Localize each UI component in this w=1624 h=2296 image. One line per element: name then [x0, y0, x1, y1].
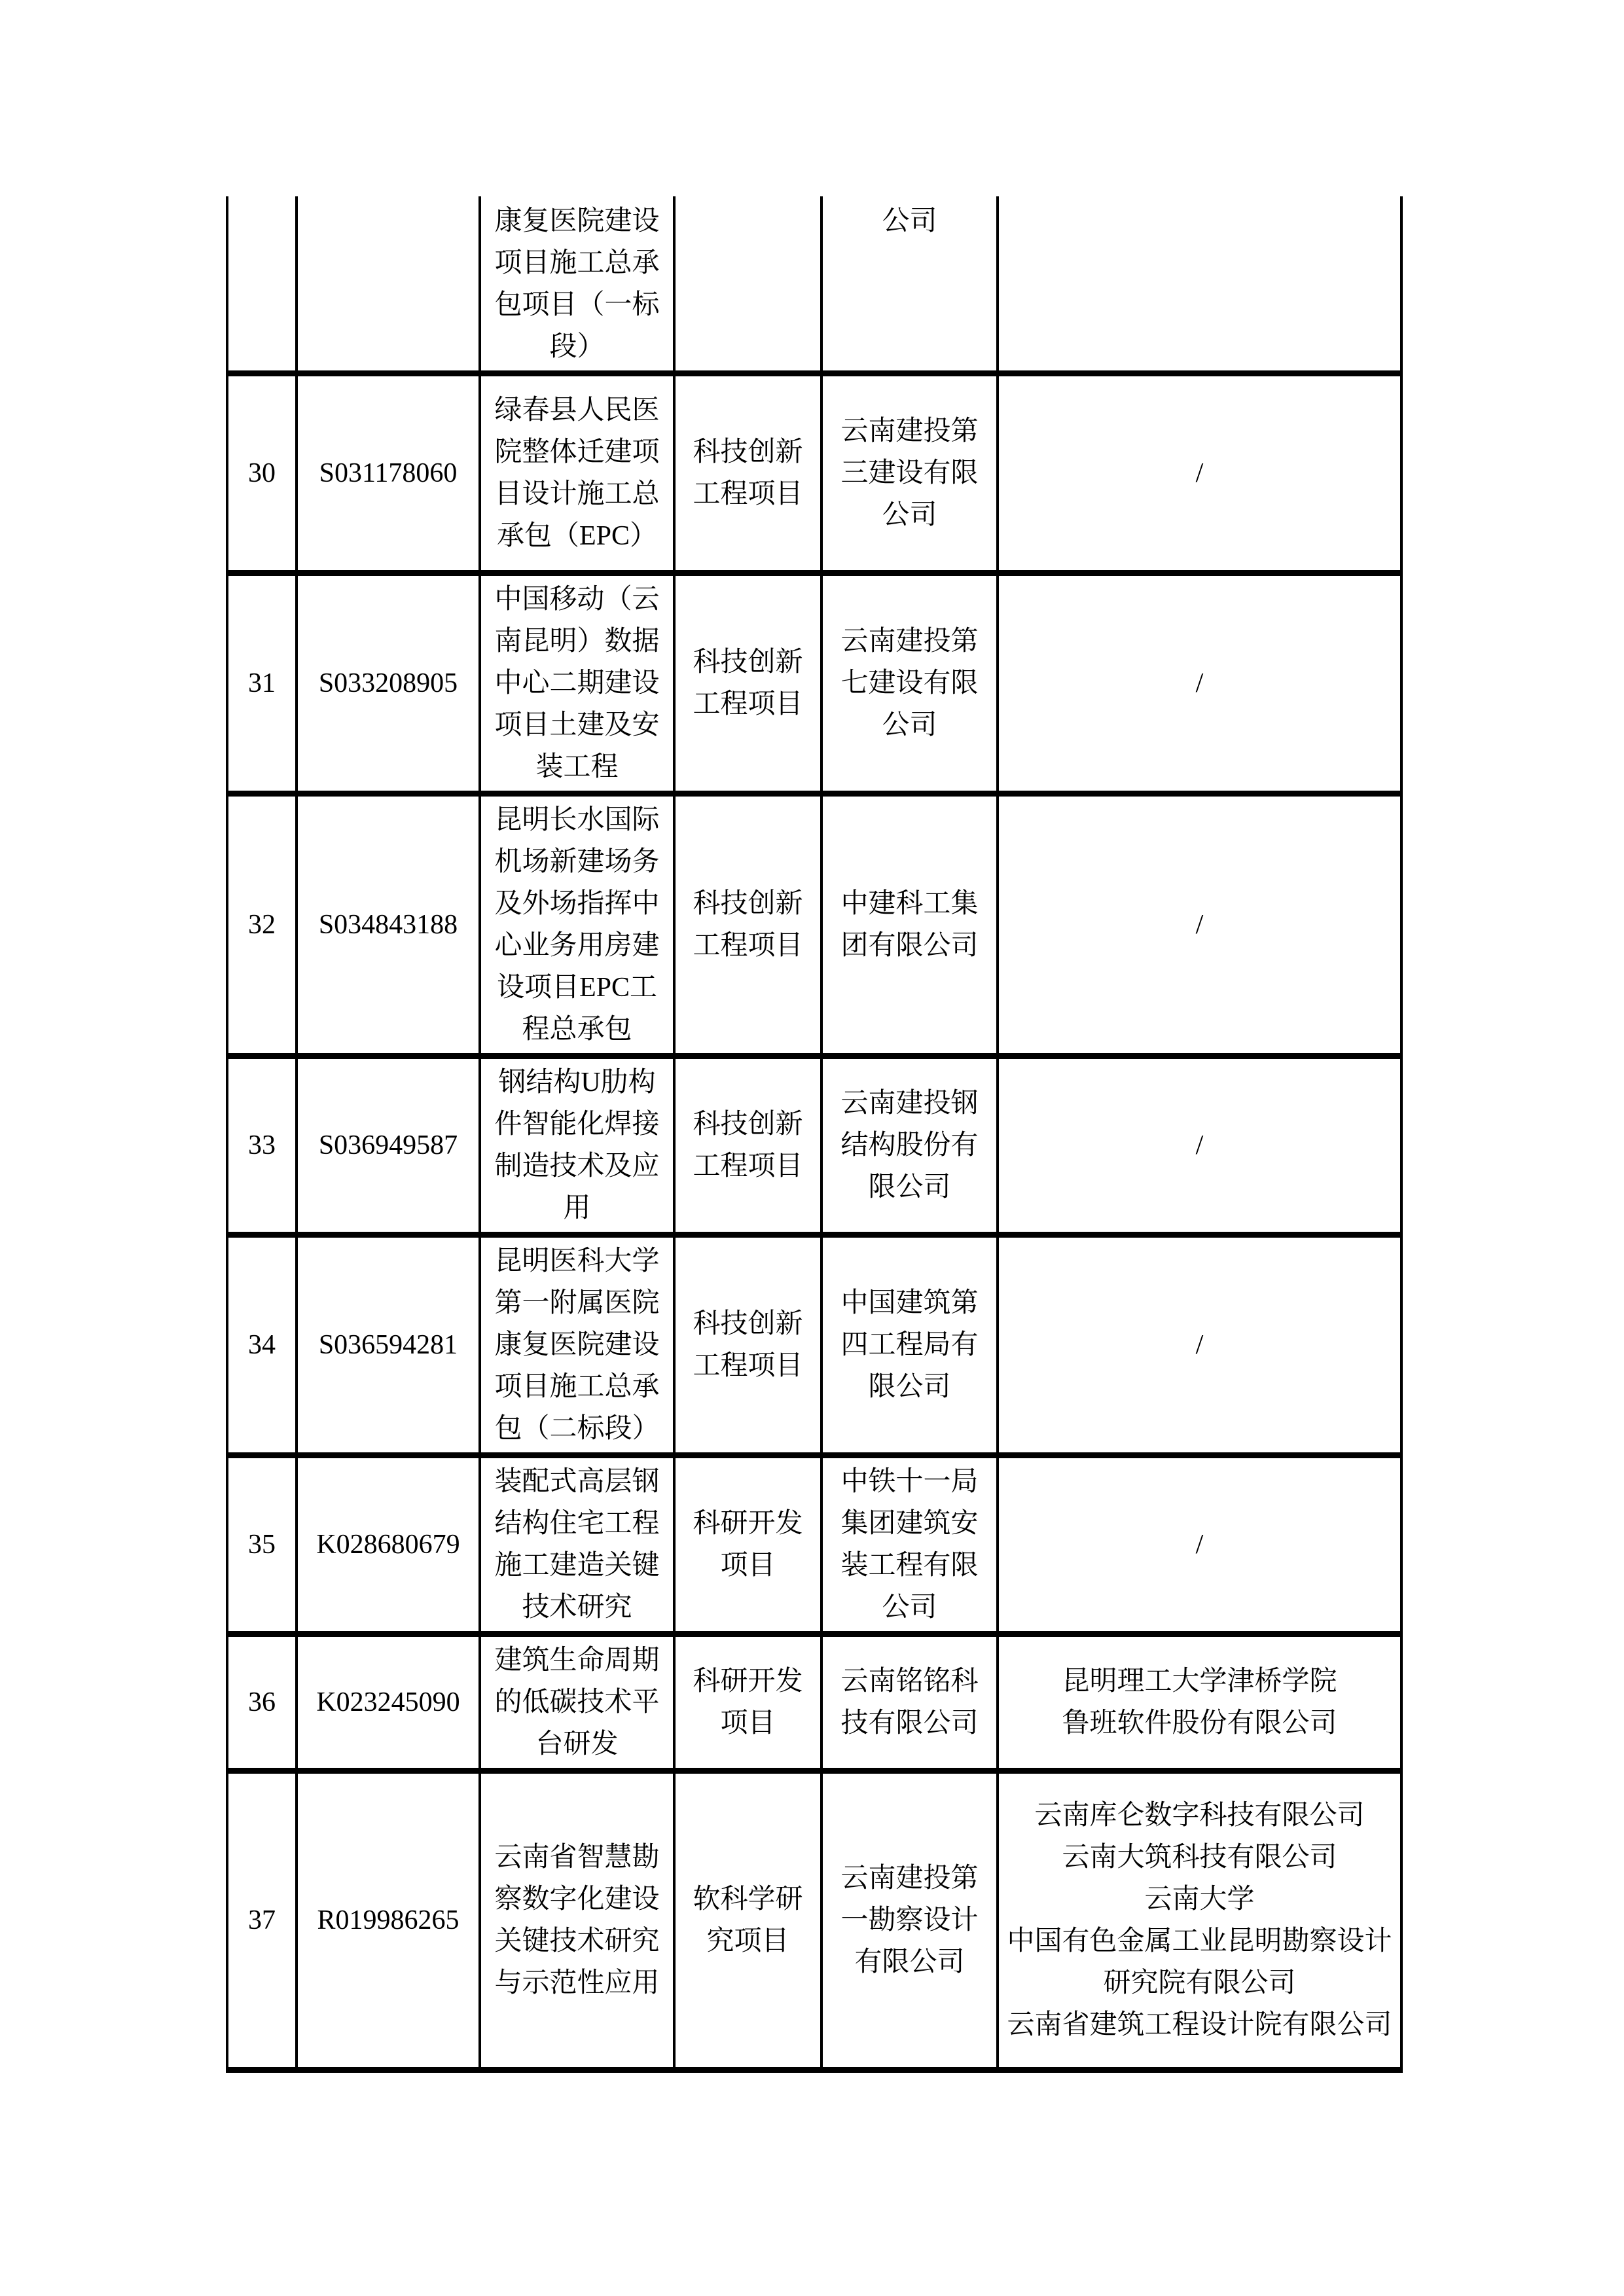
project-type-cell: 科技创新工程项目 — [674, 1056, 821, 1235]
table-row — [227, 573, 1401, 794]
table-row — [227, 1456, 1401, 1634]
table-row — [227, 374, 1401, 573]
lead-company-cell: 云南建投第三建设有限公司 — [821, 374, 998, 573]
project-id-cell: S036594281 — [297, 1235, 480, 1456]
partners-cell — [998, 196, 1401, 374]
project-type-cell: 科技创新工程项目 — [674, 573, 821, 794]
project-id-cell: K028680679 — [297, 1456, 480, 1634]
table-row-continuation — [227, 196, 1401, 374]
row-index-cell: 32 — [227, 794, 297, 1056]
partners-cell: / — [998, 374, 1401, 573]
partners-cell: / — [998, 1456, 1401, 1634]
project-name-cell: 建筑生命周期的低碳技术平台研发 — [480, 1634, 674, 1771]
project-name-cell: 中国移动（云南昆明）数据中心二期建设项目土建及安装工程 — [480, 573, 674, 794]
partner-line: 云南省建筑工程设计院有限公司 — [1007, 2010, 1392, 2040]
partner-line: 中国有色金属工业昆明勘察设计研究院有限公司 — [1007, 1926, 1392, 1998]
projects-table — [226, 196, 1403, 2073]
project-name-cell: 钢结构U肋构件智能化焊接制造技术及应用 — [480, 1056, 674, 1235]
row-index-cell — [227, 196, 297, 374]
partners-cell — [998, 1634, 1401, 1771]
partner-line: 云南大学 — [1144, 1884, 1255, 1914]
project-type-cell: 科研开发项目 — [674, 1456, 821, 1634]
table-row — [227, 1056, 1401, 1235]
lead-company-cell: 中铁十一局集团建筑安装工程有限公司 — [821, 1456, 998, 1634]
project-id-cell: K023245090 — [297, 1634, 480, 1771]
partner-line: 云南大筑科技有限公司 — [1062, 1842, 1337, 1873]
project-id-cell: S036949587 — [297, 1056, 480, 1235]
project-type-cell: 科研开发项目 — [674, 1634, 821, 1771]
lead-company-cell: 云南建投钢结构股份有限公司 — [821, 1056, 998, 1235]
table-row — [227, 1235, 1401, 1456]
project-type-cell: 科技创新工程项目 — [674, 374, 821, 573]
partners-cell: / — [998, 794, 1401, 1056]
table-row — [227, 794, 1401, 1056]
project-name-cell: 云南省智慧勘察数字化建设关键技术研究与示范性应用 — [480, 1771, 674, 2070]
project-id-cell: S031178060 — [297, 374, 480, 573]
row-index-cell: 35 — [227, 1456, 297, 1634]
project-id-cell: S033208905 — [297, 573, 480, 794]
partner-line: 昆明理工大学津桥学院 — [1062, 1666, 1337, 1696]
partners-cell — [998, 1771, 1401, 2070]
lead-company-cell: 中建科工集团有限公司 — [821, 794, 998, 1056]
row-index-cell: 30 — [227, 374, 297, 573]
projects-table-container — [226, 196, 1403, 2073]
project-type-cell — [674, 196, 821, 374]
partners-cell: / — [998, 1235, 1401, 1456]
row-index-cell: 31 — [227, 573, 297, 794]
lead-company-cell: 云南建投第七建设有限公司 — [821, 573, 998, 794]
lead-company-cell: 云南铭铭科技有限公司 — [821, 1634, 998, 1771]
project-id-cell: S034843188 — [297, 794, 480, 1056]
partner-line: 云南库仑数字科技有限公司 — [1034, 1801, 1365, 1831]
row-index-cell: 34 — [227, 1235, 297, 1456]
project-name-cell: 昆明长水国际机场新建场务及外场指挥中心业务用房建设项目EPC工程总承包 — [480, 794, 674, 1056]
partners-cell: / — [998, 1056, 1401, 1235]
row-index-cell: 33 — [227, 1056, 297, 1235]
lead-company-cell: 云南建投第一勘察设计有限公司 — [821, 1771, 998, 2070]
project-type-cell: 科技创新工程项目 — [674, 1235, 821, 1456]
project-name-cell: 装配式高层钢结构住宅工程施工建造关键技术研究 — [480, 1456, 674, 1634]
project-name-cell: 康复医院建设项目施工总承包项目（一标段） — [480, 196, 674, 374]
row-index-cell: 36 — [227, 1634, 297, 1771]
project-id-cell: R019986265 — [297, 1771, 480, 2070]
project-id-cell — [297, 196, 480, 374]
project-name-cell: 绿春县人民医院整体迁建项目设计施工总承包（EPC） — [480, 374, 674, 573]
lead-company-cell: 公司 — [821, 196, 998, 374]
table-row — [227, 1771, 1401, 2070]
partner-line: 鲁班软件股份有限公司 — [1062, 1708, 1337, 1738]
lead-company-cell: 中国建筑第四工程局有限公司 — [821, 1235, 998, 1456]
table-row — [227, 1634, 1401, 1771]
partners-cell: / — [998, 573, 1401, 794]
project-type-cell: 科技创新工程项目 — [674, 794, 821, 1056]
project-type-cell: 软科学研究项目 — [674, 1771, 821, 2070]
project-name-cell: 昆明医科大学第一附属医院康复医院建设项目施工总承包（二标段） — [480, 1235, 674, 1456]
row-index-cell: 37 — [227, 1771, 297, 2070]
